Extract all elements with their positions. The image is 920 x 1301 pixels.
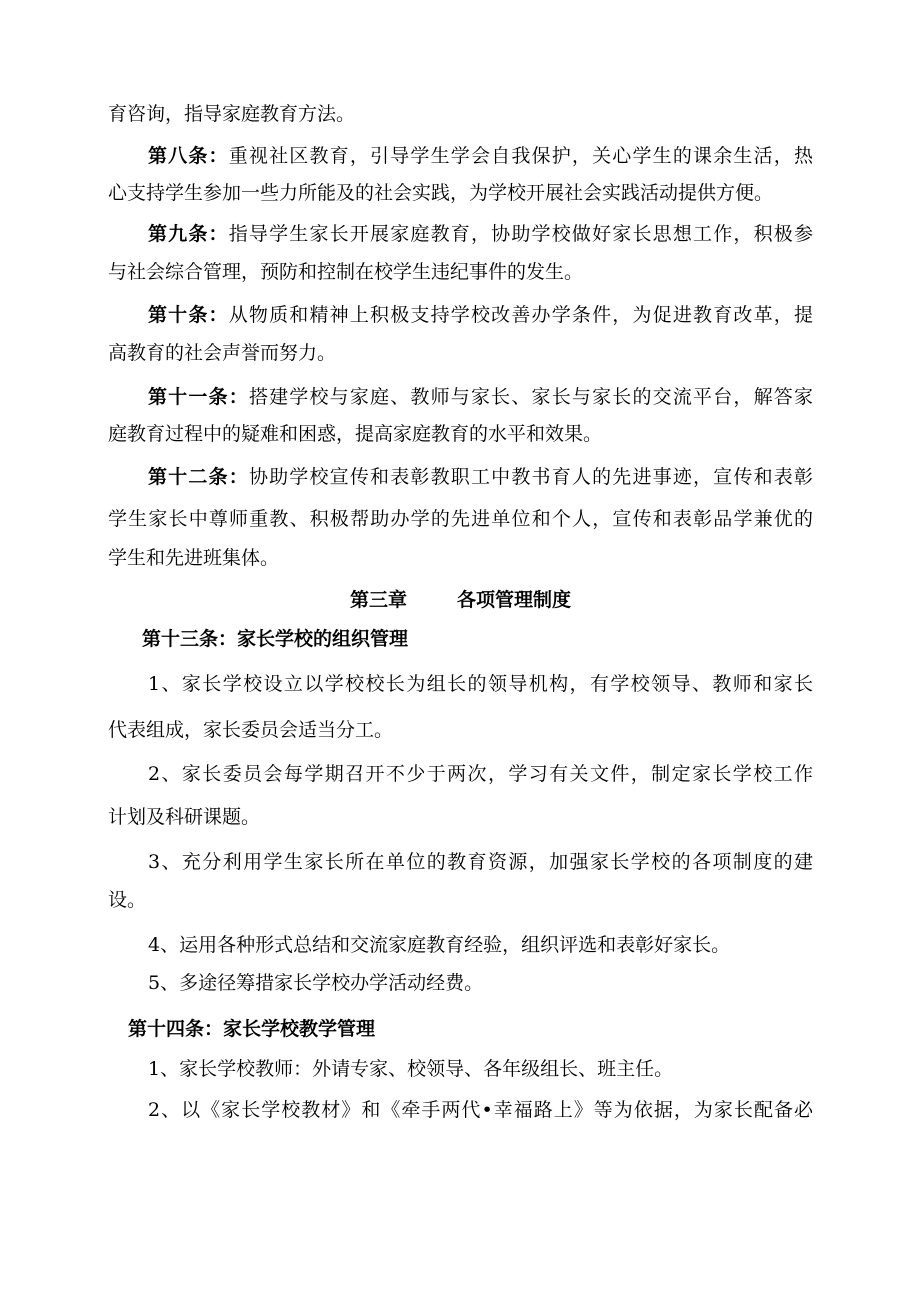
article-13-item-4: 4、运用各种形式总结和交流家庭教育经验，组织评选和表彰好家长。 xyxy=(148,934,731,956)
article-13-heading: 第十三条：家长学校的组织管理 xyxy=(142,628,409,650)
article-10-line-2: 高教育的社会声誉而努力。 xyxy=(108,342,337,364)
chapter-title: 各项管理制度 xyxy=(457,589,572,611)
article-10-line-1: 第十条：从物质和精神上积极支持学校改善办学条件，为促进教育改革，提 xyxy=(148,304,813,326)
article-13-item-5: 5、多途径筹措家长学校办学活动经费。 xyxy=(148,972,484,994)
article-13-item-3-line-2: 设。 xyxy=(108,889,147,911)
article-8-label: 第八条： xyxy=(148,145,229,167)
article-8-line-1: 第八条：重视社区教育，引导学生学会自我保护，关心学生的课余生活，热 xyxy=(148,145,813,167)
paragraph-continuation: 育咨询，指导家庭教育方法。 xyxy=(108,103,356,125)
article-12-label: 第十二条： xyxy=(148,466,249,488)
article-12-line-2: 学生家长中尊师重教、积极帮助办学的先进单位和个人，宣传和表彰品学兼优的 xyxy=(108,508,813,530)
article-13-item-1-line-2: 代表组成，家长委员会适当分工。 xyxy=(108,719,394,741)
article-14-item-2: 2、以《家长学校教材》和《牵手两代•幸福路上》等为依据，为家长配备必 xyxy=(148,1099,813,1121)
chapter-heading xyxy=(108,587,813,613)
article-12-line-3: 学生和先进班集体。 xyxy=(108,547,280,569)
article-11-label: 第十一条： xyxy=(148,386,249,408)
article-8-line-2: 心支持学生参加一些力所能及的社会实践，为学校开展社会实践活动提供方便。 xyxy=(108,182,774,204)
article-9-line-1: 第九条：指导学生家长开展家庭教育，协助学校做好家长思想工作，积极参 xyxy=(148,223,813,245)
article-13-item-1-line-1: 1、家长学校设立以学校校长为组长的领导机构，有学校领导、教师和家长 xyxy=(148,673,813,695)
article-11-line-1: 第十一条：搭建学校与家庭、教师与家长、家长与家长的交流平台，解答家 xyxy=(148,386,813,408)
article-9-line-2: 与社会综合管理，预防和控制在校学生违纪事件的发生。 xyxy=(108,261,584,283)
article-14-item-1: 1、家长学校教师：外请专家、校领导、各年级组长、班主任。 xyxy=(148,1058,674,1080)
article-9-label: 第九条： xyxy=(148,223,229,245)
article-12-line-1: 第十二条：协助学校宣传和表彰教职工中教书育人的先进事迹，宣传和表彰 xyxy=(148,466,813,488)
chapter-number: 第三章 xyxy=(349,589,407,611)
article-14-heading: 第十四条：家长学校教学管理 xyxy=(128,1018,376,1040)
article-13-item-3-line-1: 3、充分利用学生家长所在单位的教育资源，加强家长学校的各项制度的建 xyxy=(148,851,813,873)
article-13-item-2-line-2: 计划及科研课题。 xyxy=(108,806,261,828)
article-10-label: 第十条： xyxy=(148,304,229,326)
article-11-line-2: 庭教育过程中的疑难和困惑，提高家庭教育的水平和效果。 xyxy=(108,423,603,445)
article-13-item-2-line-1: 2、家长委员会每学期召开不少于两次，学习有关文件，制定家长学校工作 xyxy=(148,763,813,785)
